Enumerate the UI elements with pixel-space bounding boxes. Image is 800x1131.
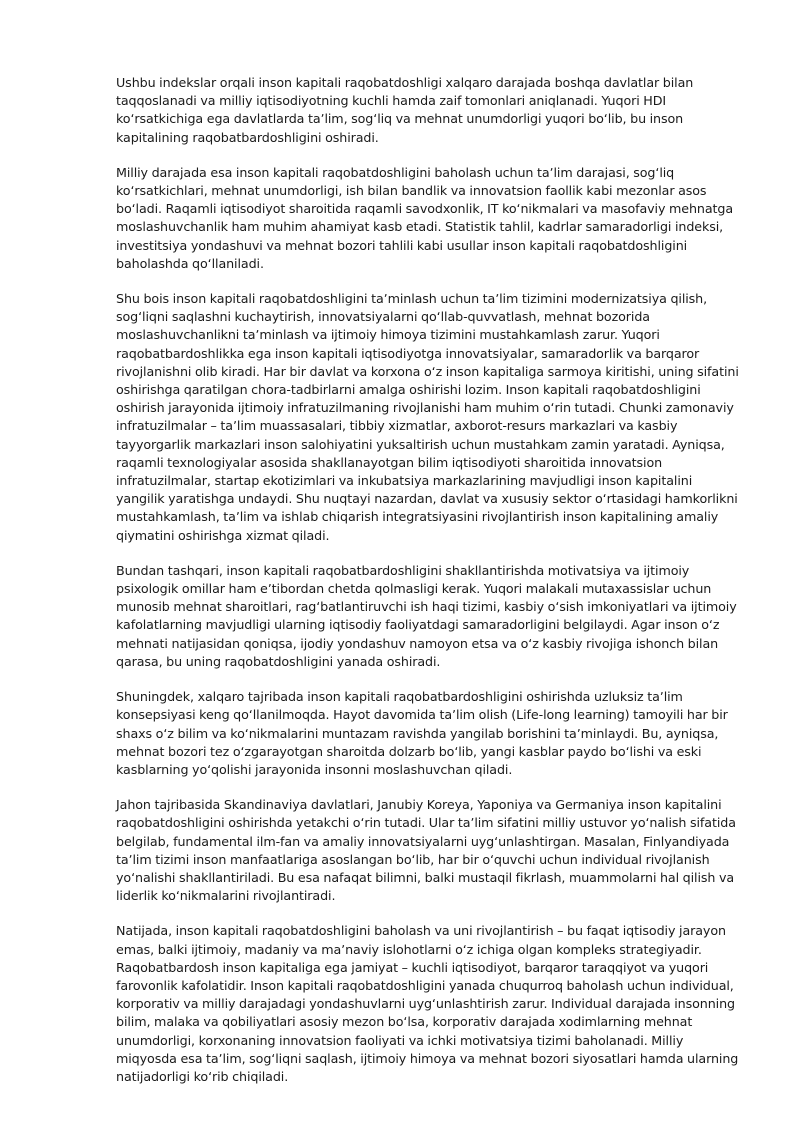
paragraph-6: Jahon tajribasida Skandinaviya davlatlari, Janubiy Koreya, Yaponiya va Germaniya inson kapitalini raqobatdoshligini oshirishda yetakchi oʻrin tutadi. Ular taʼlim sifatini milliy ustuvor yoʻnalish sifatida belgilab, fundamental ilm-fan va amaliy innovatsiyalarni uygʻunlashtirgan. Masalan, Finlyandiyada taʼlim tizimi inson manfaatlariga asoslangan boʻlib, har bir oʻquvchi uchun individual rivojlanish yoʻnalishi shakllantiriladi. Bu esa nafaqat bilimni, balki mustaqil fikrlash, muammolarni hal qilish va liderlik koʻnikmalarini rivojlantiradi. [116,797,736,904]
paragraph-1: Ushbu indekslar orqali inson kapitali raqobatdoshligi xalqaro darajada boshqa davlatlar bilan taqqoslanadi va milliy iqtisodiyotning kuchli hamda zaif tomonlari aniqlanadi. Yuqori HDI koʻrsatkichiga ega davlatlarda taʼlim, sogʻliq va mehnat unumdorligi yuqori boʻlib, bu inson kapitalining raqobatbardoshligini oshiradi. [116,75,694,145]
paragraph-3: Shu bois inson kapitali raqobatdoshligini taʼminlash uchun taʼlim tizimini modernizatsiya qilish, sogʻliqni saqlashni kuchaytirish, innovatsiyalarni qoʻllab-quvvatlash, mehnat bozorida moslashuvchanlikni taʼminlash va ijtimoiy himoya tizimini mustahkamlash zarur. Yuqori raqobatbardoshlikka ega inson kapitali iqtisodiyotga innovatsiyalar, samaradorlik va barqaror rivojlanishni olib kiradi. Har bir davlat va korxona oʻz inson kapitaliga sarmoya kiritishi, uning sifatini oshirishga qaratilgan chora-tadbirlarni amalga oshirishi lozim. Inson kapitali raqobatdoshligini oshirish jarayonida ijtimoiy infratuzilmaning rivojlanishi ham muhim oʻrin tutadi. Chunki zamonaviy infratuzilmalar – taʼlim muassasalari, tibbiy xizmatlar, axborot-resurs markazlari va kasbiy tayyorgarlik markazlari inson salohiyatini yuksaltirish uchun mustahkam zamin yaratadi. Ayniqsa, raqamli texnologiyalar asosida shakllanayotgan bilim iqtisodiyoti sharoitida innovatsion infratuzilmalar, startap ekotizimlari va inkubatsiya markazlarining mavjudligi inson kapitalini yangilik yaratishga undaydi. Shu nuqtayi nazardan, davlat va xususiy sektor oʻrtasidagi hamkorlikni mustahkamlash, taʼlim va ishlab chiqarish integratsiyasini rivojlantirish inson kapitalining amaliy qiymatini oshirishga xizmat qiladi. [116,291,739,543]
paragraph-4: Bundan tashqari, inson kapitali raqobatbardoshligini shakllantirishda motivatsiya va ijtimoiy psixologik omillar ham eʼtibordan chetda qolmasligi kerak. Yuqori malakali mutaxassislar uchun munosib mehnat sharoitlari, ragʻbatlantiruvchi ish haqi tizimi, kasbiy oʻsish imkoniyatlari va ijtimoiy kafolatlarning mavjudligi ularning iqtisodiy faoliyatdagi samaradorligini belgilaydi. Agar inson oʻz mehnati natijasidan qoniqsa, ijodiy yondashuv namoyon etsa va oʻz kasbiy rivojiga ishonch bilan qarasa, bu uning raqobatdoshligini yanada oshiradi. [116,562,737,669]
document-body [116,74,742,1103]
paragraph-2: Milliy darajada esa inson kapitali raqobatdoshligini baholash uchun taʼlim darajasi, sogʻliq koʻrsatkichlari, mehnat unumdorligi, ish bilan bandlik va innovatsion faollik kabi mezonlar asos boʻladi. Raqamli iqtisodiyot sharoitida raqamli savodxonlik, IT koʻnikmalari va masofaviy mehnatga moslashuvchanlik ham muhim ahamiyat kasb etadi. Statistik tahlil, kadrlar samaradorligi indeksi, investitsiya yondashuvi va mehnat bozori tahlili kabi usullar inson kapitali raqobatdoshligini baholashda qoʻllaniladi. [116,164,734,271]
paragraph-5: Shuningdek, xalqaro tajribada inson kapitali raqobatbardoshligini oshirishda uzluksiz taʼlim konsepsiyasi keng qoʻllanilmoqda. Hayot davomida taʼlim olish (Life-long learning) tamoyili har bir shaxs oʻz bilim va koʻnikmalarini muntazam ravishda yangilab borishini taʼminlaydi. Bu, ayniqsa, mehnat bozori tez oʻzgarayotgan sharoitda dolzarb boʻlib, yangi kasblar paydo boʻlishi va eski kasblarning yoʻqolishi jarayonida insonni moslashuvchan qiladi. [116,689,728,777]
paragraph-7: Natijada, inson kapitali raqobatdoshligini baholash va uni rivojlantirish – bu faqat iqtisodiy jarayon emas, balki ijtimoiy, madaniy va maʼnaviy islohotlarni oʻz ichiga olgan kompleks strategiyadir. Raqobatbardosh inson kapitaliga ega jamiyat – kuchli iqtisodiyot, barqaror taraqqiyot va yuqori farovonlik kafolatidir. Inson kapitali raqobatdoshligini yanada chuqurroq baholash uchun individual, korporativ va milliy darajadagi yondashuvlarni uygʻunlashtirish zarur. Individual darajada insonning bilim, malaka va qobiliyatlari asosiy mezon boʻlsa, korporativ darajada xodimlarning mehnat unumdorligi, korxonaning innovatsion faoliyati va ichki motivatsiya tizimi baholanadi. Milliy miqyosda esa taʼlim, sogʻliqni saqlash, ijtimoiy himoya va mehnat bozori siyosatlari hamda ularning natijadorligi koʻrib chiqiladi. [116,923,739,1084]
